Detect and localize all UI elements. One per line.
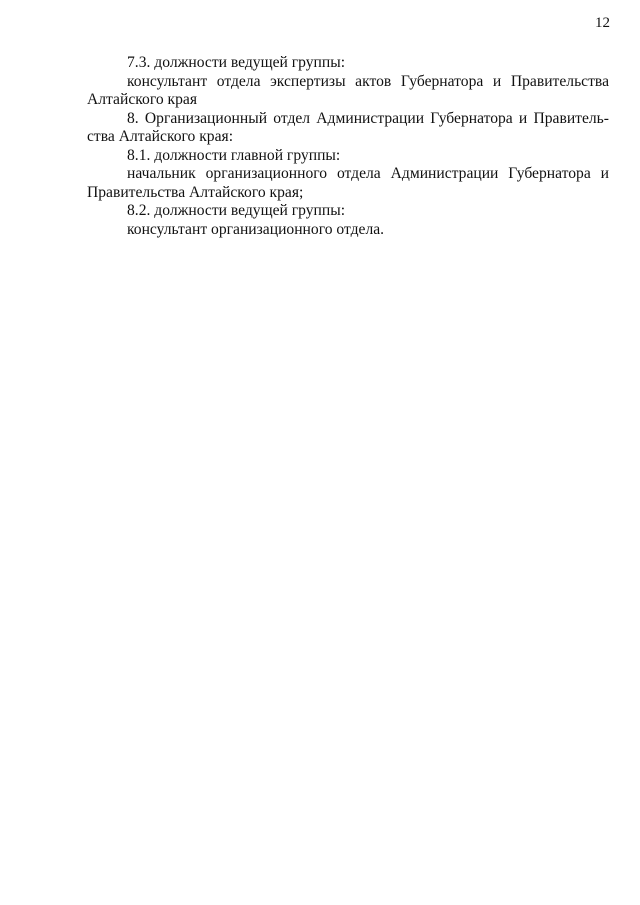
- document-body: [87, 54, 609, 239]
- section-7-3-item-line-1: консультант отдела экспертизы актов Губернатора и Правительства: [127, 72, 609, 90]
- section-7-3-item-line-2: Алтайского края: [87, 91, 197, 108]
- section-8-2-heading: 8.2. должности ведущей группы:: [127, 202, 346, 219]
- section-8-1-heading: 8.1. должности главной группы:: [127, 146, 341, 164]
- section-7-3-heading: 7.3. должности ведущей группы:: [127, 54, 346, 71]
- section-8-1-item-line-2: Правительства Алтайского края;: [87, 183, 304, 201]
- section-8-2-item: консультант организационного отдела.: [127, 220, 385, 238]
- section-8-heading-line-1: 8. Организационный отдел Администрации Губернатора и Правитель-: [127, 109, 609, 127]
- section-8-heading-line-2: ства Алтайского края:: [87, 128, 234, 145]
- page-number: 12: [595, 15, 610, 31]
- section-8-1-item-line-1: начальник организационного отдела Администрации Губернатора и: [127, 165, 609, 182]
